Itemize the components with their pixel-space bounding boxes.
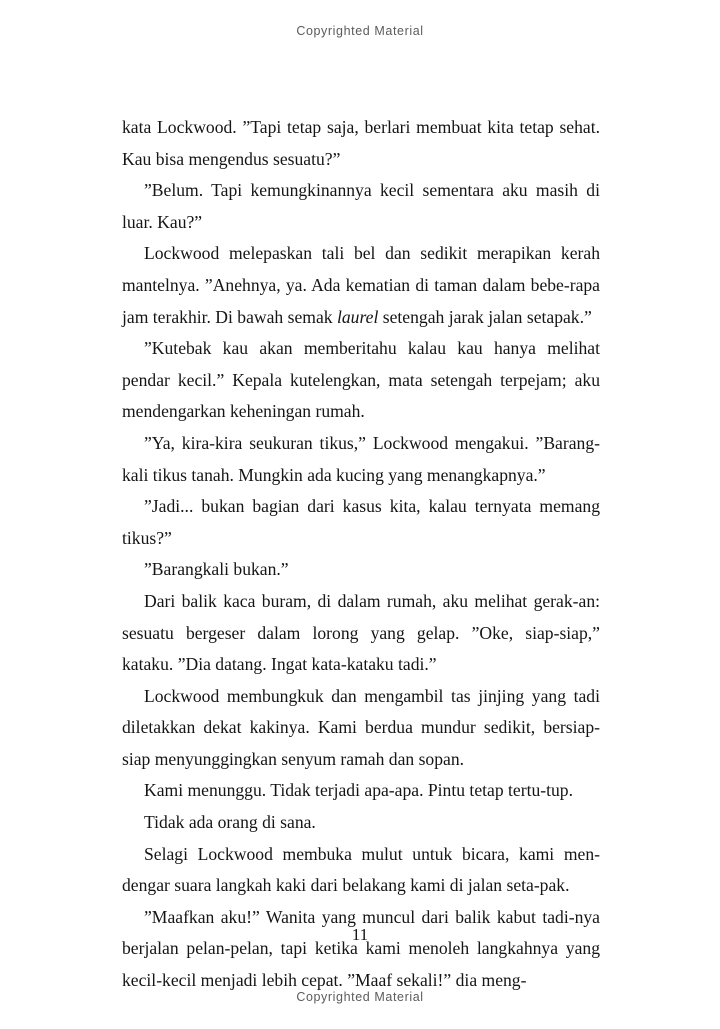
body-paragraph: Dari balik kaca buram, di dalam rumah, aku melihat gerak-an: sesuatu bergeser dalam lorong yang gelap. ”Oke, siap-siap,” kataku. ”Dia datang. Ingat kata-kataku tadi.” (122, 590, 600, 675)
body-paragraph: Selagi Lockwood membuka mulut untuk bicara, kami men-dengar suara langkah kaki dari belakang kami di jalan seta-pak. (122, 843, 600, 896)
body-paragraph: ”Belum. Tapi kemungkinannya kecil sementara aku masih di luar. Kau?” (122, 180, 600, 232)
body-paragraph: Tidak ada orang di sana. (144, 812, 316, 833)
body-paragraph: Kami menunggu. Tidak terjadi apa-apa. Pintu tetap tertu-tup. (144, 780, 574, 801)
body-paragraph: ”Ya, kira-kira seukuran tikus,” Lockwood mengakui. ”Barang-kali tikus tanah. Mungkin ada kucing yang menangkapnya.” (122, 432, 600, 485)
italic-term: laurel (336, 306, 379, 327)
body-paragraph: ”Kutebak kau akan memberitahu kalau kau hanya melihat pendar kecil.” Kepala kutelengkan, mata setengah terpejam; aku mendengarkan keheningan rumah. (122, 338, 600, 422)
body-paragraph: Lockwood melepaskan tali bel dan sedikit merapikan kerah mantelnya. ”Anehnya, ya. Ada kematian di taman dalam bebe-rapa jam terakhir. Di bawah semak laurel setengah jarak jalan setapak.” (122, 243, 600, 327)
body-paragraph: ”Jadi... bukan bagian dari kasus kita, kalau ternyata memang tikus?” (122, 496, 600, 548)
page-body-text (122, 112, 600, 997)
copyright-watermark-top: Copyrighted Material (296, 24, 424, 38)
copyright-watermark-bottom: Copyrighted Material (296, 990, 424, 1004)
body-paragraph: ”Barangkali bukan.” (144, 559, 289, 580)
body-paragraph: Lockwood membungkuk dan mengambil tas jinjing yang tadi diletakkan dekat kakinya. Kami berdua mundur sedikit, bersiap-siap menyunggingkan senyum ramah dan sopan. (122, 685, 600, 769)
body-paragraph: ”Maafkan aku!” Wanita yang muncul dari balik kabut tadi-nya berjalan pelan-pelan, tapi ketika kami menoleh langkahnya yang kecil-kecil menjadi lebih cepat. ”Maaf sekali!” dia meng- (122, 906, 600, 991)
body-paragraph: kata Lockwood. ”Tapi tetap saja, berlari membuat kita tetap sehat. Kau bisa mengendus sesuatu?” (122, 117, 600, 169)
page-number: 11 (351, 925, 369, 944)
